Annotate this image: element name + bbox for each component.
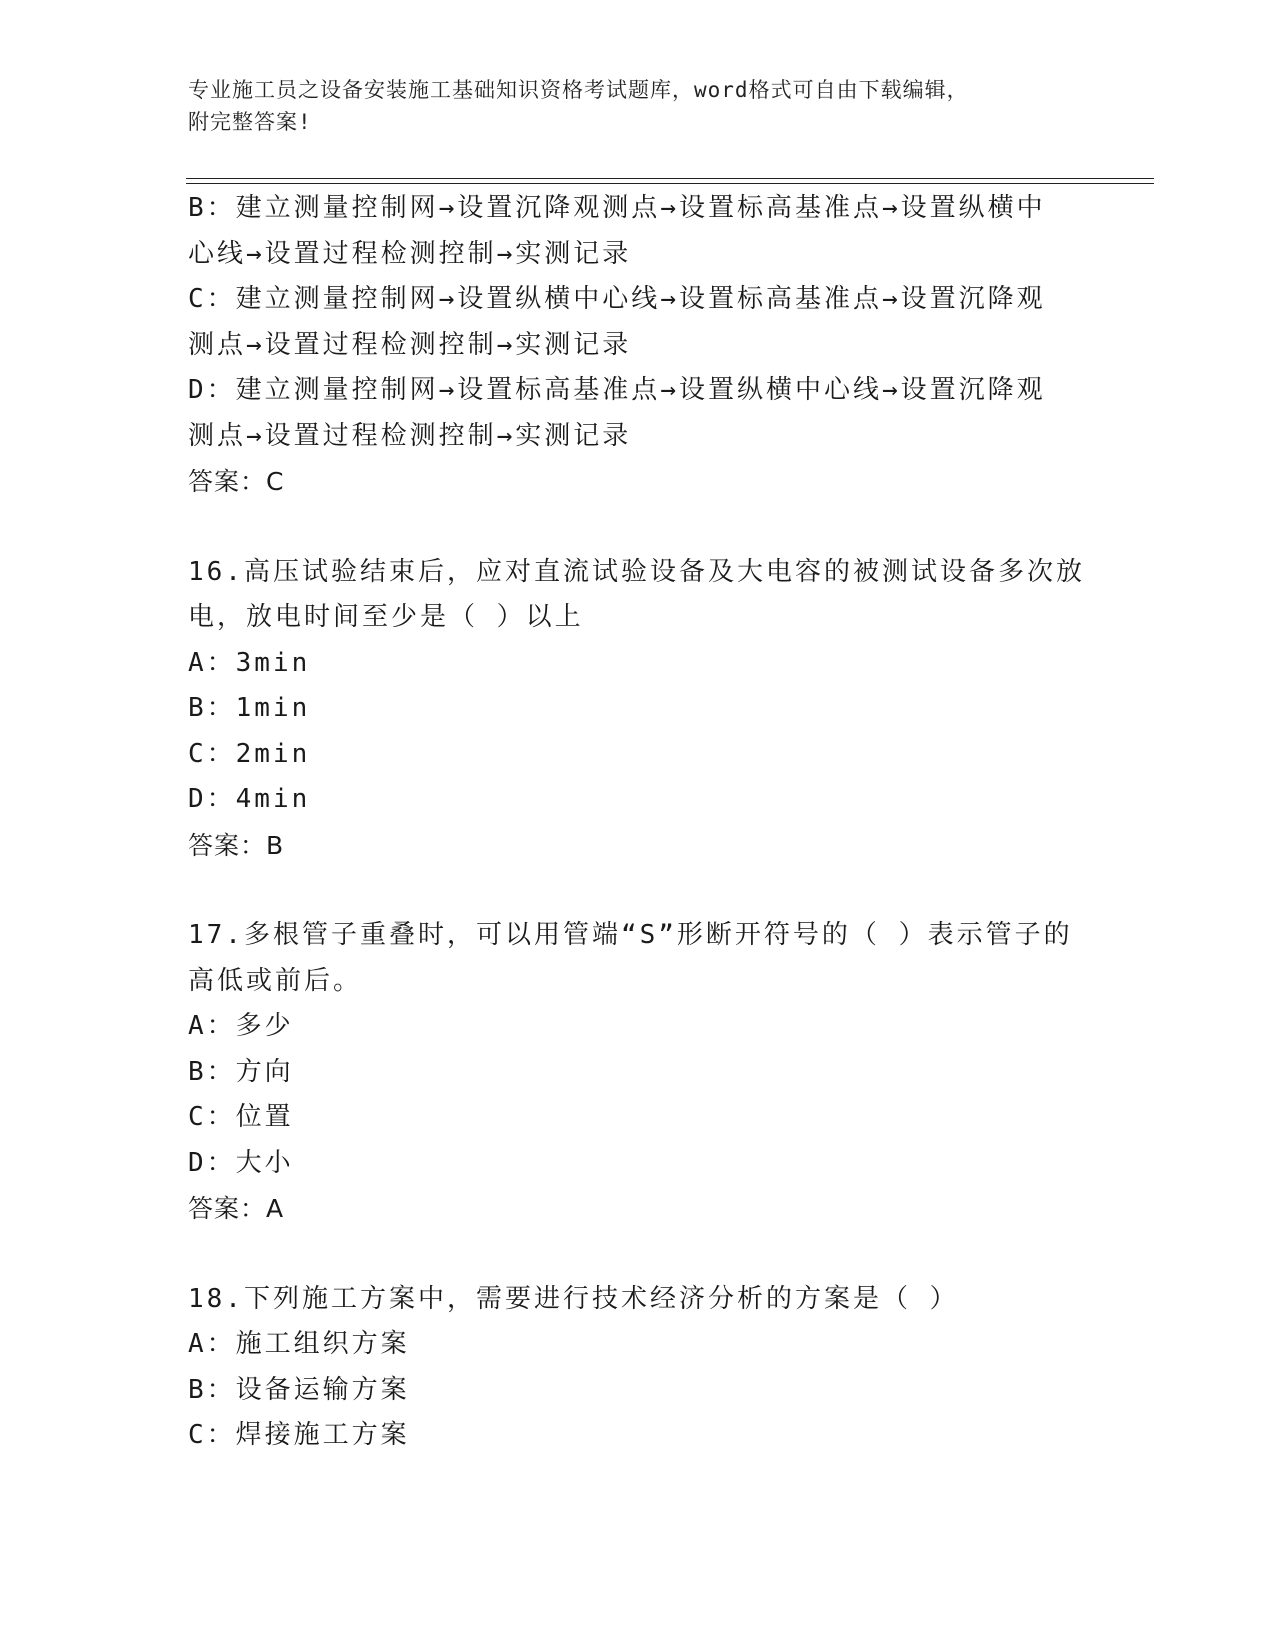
q15-option-c-line-1: C：建立测量控制网→设置纵横中心线→设置标高基准点→设置沉降观 [188,284,1046,314]
q17-option-b: B：方向 [188,1056,294,1087]
header-line-2: 附完整答案! [188,110,312,134]
q15-option-d-line-1: D：建立测量控制网→设置标高基准点→设置纵横中心线→设置沉降观 [188,375,1046,405]
q16-option-b: B：1min [188,693,311,723]
q17-option-c: C：位置 [188,1102,294,1132]
header-line-1: 专业施工员之设备安装施工基础知识资格考试题库，word格式可自由下载编辑， [188,78,969,102]
q15-option-b-line-1: B：建立测量控制网→设置沉降观测点→设置标高基准点→设置纵横中 [188,193,1046,223]
q16-stem-line-1: 16.高压试验结束后，应对直流试验设备及大电容的被测试设备多次放 [188,556,1085,587]
q16-option-c: C：2min [188,738,311,769]
q16-option-a: A：3min [188,647,311,678]
q15-option-d-line-2: 测点→设置过程检测控制→实测记录 [188,420,632,451]
question-15-options [188,186,1088,505]
document-body [188,186,1088,1459]
document-header [188,74,1088,138]
q17-answer: 答案：A [188,1194,285,1223]
q15-option-b-line-2: 心线→设置过程检测控制→实测记录 [188,238,632,269]
q18-stem-line-1: 18.下列施工方案中，需要进行技术经济分析的方案是（ ） [188,1283,959,1314]
q16-stem-line-2: 电，放电时间至少是（ ）以上 [188,602,584,632]
question-18 [188,1277,1088,1459]
q17-option-a: A：多少 [188,1011,294,1041]
q16-answer: 答案：B [188,830,285,860]
spacer [188,505,1088,550]
header-rule-bottom [186,183,1154,184]
question-17 [188,913,1088,1232]
q16-option-d: D：4min [188,784,311,814]
q17-stem-line-1: 17.多根管子重叠时，可以用管端“S”形断开符号的（ ）表示管子的 [188,920,1073,950]
spacer [188,1232,1088,1277]
spacer [188,868,1088,913]
q17-option-d: D：大小 [188,1147,294,1178]
header-rule-top [186,178,1154,179]
q18-option-c: C：焊接施工方案 [188,1420,410,1450]
q18-option-a: A：施工组织方案 [188,1329,410,1359]
question-16 [188,550,1088,869]
q17-stem-line-2: 高低或前后。 [188,965,363,996]
q15-answer: 答案：C [188,467,285,496]
q18-option-b: B：设备运输方案 [188,1374,410,1405]
q15-option-c-line-2: 测点→设置过程检测控制→实测记录 [188,329,632,360]
